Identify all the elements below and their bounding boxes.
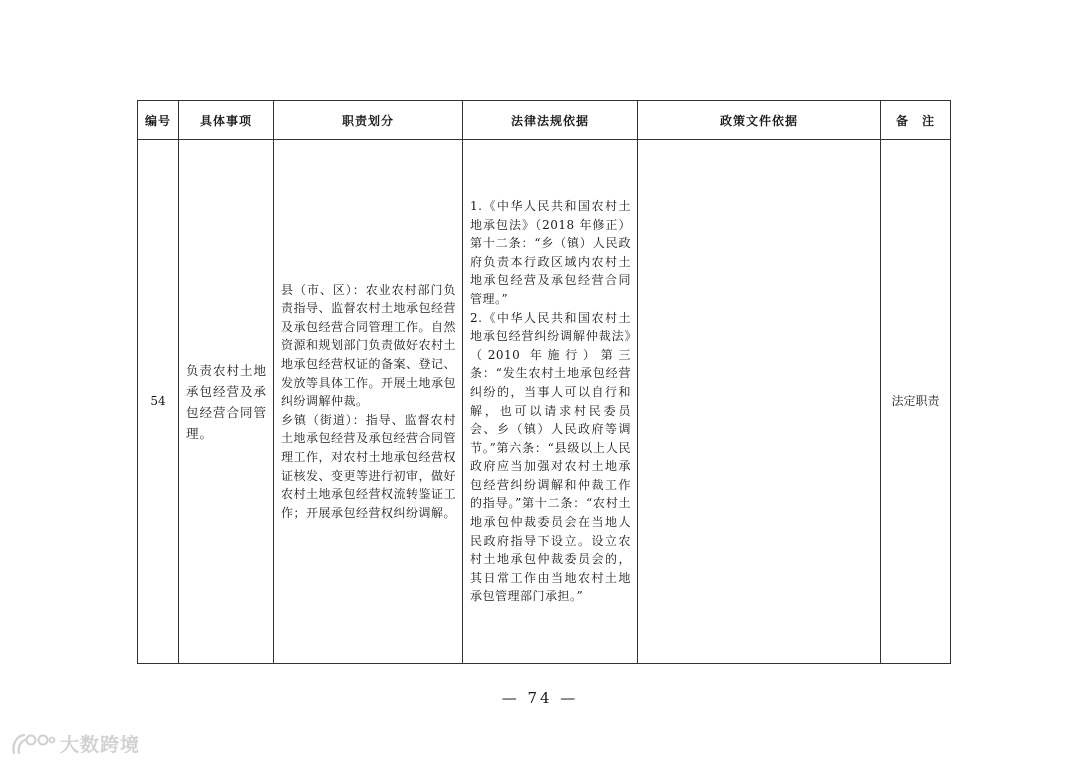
row-policy [638,140,881,664]
header-no: 编号 [138,101,179,140]
row-note: 法定职责 [881,140,951,664]
duty-table [137,100,951,664]
row-no: 54 [138,140,179,664]
table-header-row [138,101,951,140]
header-duty: 职责划分 [274,101,463,140]
row-law-cell [463,140,638,664]
row-item: 负责农村土地承包经营及承包经营合同管理。 [186,362,268,441]
header-law: 法律法规依据 [463,101,638,140]
row-item-cell [179,140,274,664]
header-note: 备 注 [881,101,951,140]
watermark-text: 大数跨境 [60,734,141,756]
row-duty-cell [274,140,463,664]
header-policy: 政策文件依据 [638,101,881,140]
header-item: 具体事项 [179,101,274,140]
row-law: 1.《中华人民共和国农村土地承包法》（2018 年修正）第十二条：“乡（镇）人民政府负责本行政区域内农村土地承包经营及承包经营合同管理。” 2.《中华人民共和国农村土地承包经营纠纷调解仲裁法》（2010 年施行）第三条：“发生农村土地承包经营纠纷的，当事人可以自行和解，也可以请求村民委员会、乡（镇）人民政府等调节。”第六条：“县级以上人民政府应当加强对农村土地承包经营纠纷调解和仲裁工作的指导。”第十二条：“农村土地承包仲裁委员会在当地人民政府指导下设立。设立农村土地承包仲裁委员会的，其日常工作由当地农村土地承包管理部门承担。” [470,198,631,604]
brand-logo-icon [10,731,56,757]
table-row [138,140,951,664]
row-duty: 县（市、区）：农业农村部门负责指导、监督农村土地承包经营及承包经营合同管理工作。自然资源和规划部门负责做好农村土地承包经营权证的备案、登记、发放等具体工作。开展土地承包纠纷调解仲裁。 乡镇（街道）：指导、监督农村土地承包经营及承包经营合同管理工作，对农村土地承包经营权证核发、变更等进行初审，做好农村土地承包经营权流转鉴证工作；开展承包经营权纠纷调解。 [281,282,457,520]
watermark [10,730,140,757]
page-number: — 74 — [501,689,579,707]
